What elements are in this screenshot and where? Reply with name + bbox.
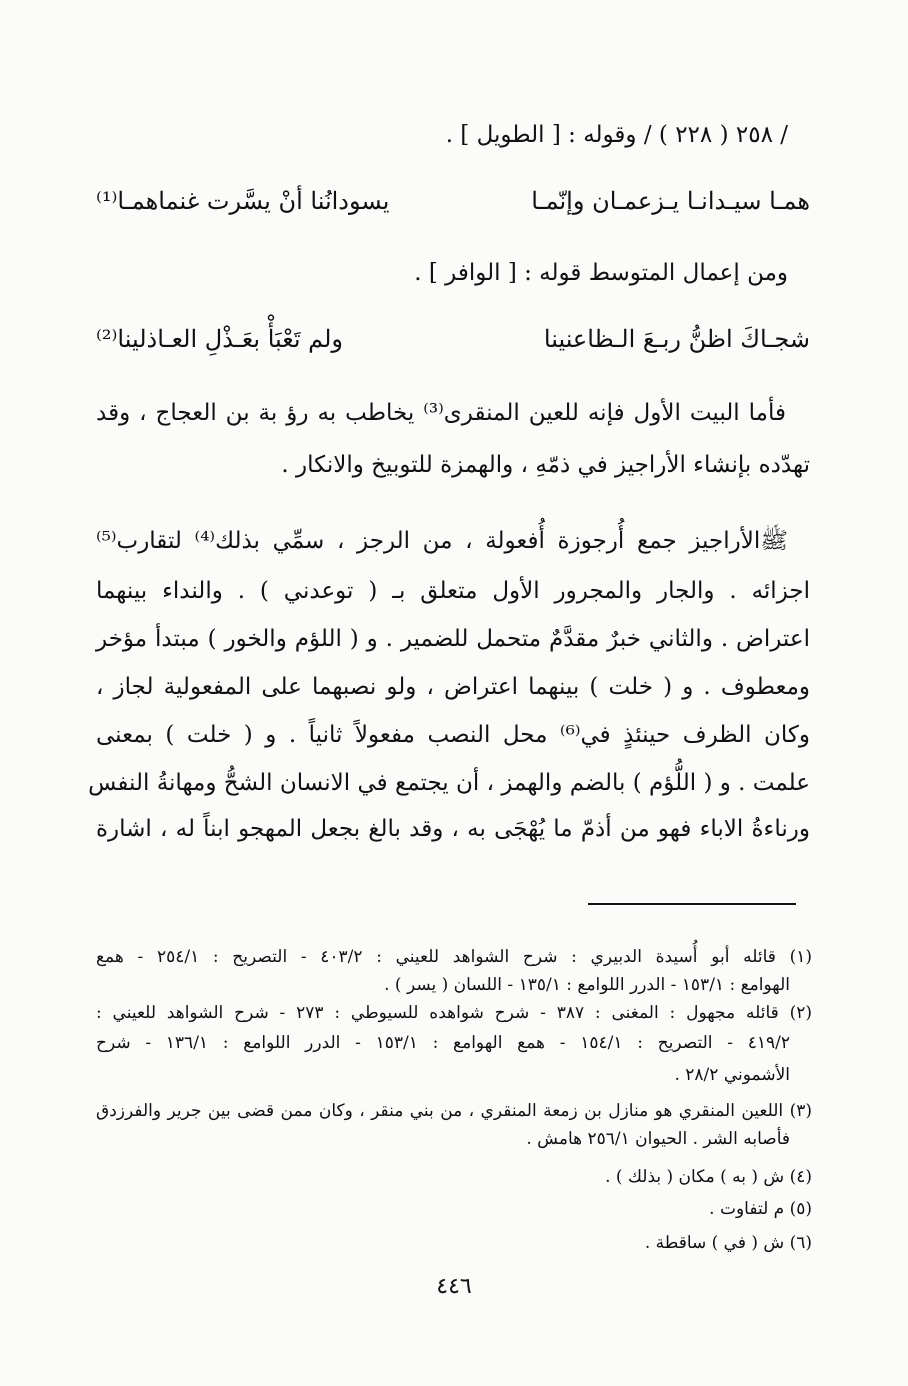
verse2-second-hemistich: ولم تَعْبَأْ بعَـذْلِ العـاذلينا⁽²⁾ — [96, 325, 344, 353]
verse1-first-hemistich: همـا سيـدانـا يـزعمـان وإنّمـا — [531, 187, 810, 215]
heading-mutawassit: ومن إعمال المتوسط قوله : [ الوافر ] . — [414, 260, 788, 286]
footnote-2-line2: ٤١٩/٢ - التصريح : ١٥٤/١ - همع الهوامع : ١٥٣/١ - الدرر اللوامع : ١٣٦/١ - شرح — [96, 1033, 790, 1053]
footnote-2-line3: الأشموني ٢٨/٢ . — [674, 1065, 790, 1085]
para1-line2: تهدّده بإنشاء الأراجيز في ذمّهِ ، والهمزة للتوبيخ والانكار . — [281, 452, 810, 478]
para2-line3: اعتراض . والثاني خبرٌ مقدَّمٌ متحمل للضمير . و ( اللؤم والخور ) مبتدأ مؤخر — [96, 626, 810, 652]
footnote-1-line1: (١) قائله أبو أُسيدة الدبيري : شرح الشواهد للعيني : ٤٠٣/٢ - التصريح : ٢٥٤/١ - همع — [96, 947, 812, 967]
footnote-1-line2: الهوامع : ١٥٣/١ - الدرر اللوامع : ١٣٥/١ - اللسان ( يسر ) . — [384, 975, 790, 995]
footnote-5: (٥) م لتفاوت . — [709, 1199, 812, 1219]
footnote-6: (٦) ش ( في ) ساقطة . — [644, 1233, 812, 1253]
footnote-2-line1: (٢) قائله مجهول : المغنى : ٣٨٧ - شرح شواهده للسيوطي : ٢٧٣ - شرح الشواهد للعيني : — [96, 1003, 812, 1023]
para2-line4: ومعطوف . و ( خلت ) بينهما اعتراض ، ولو نصبهما على المفعولية لجاز ، — [96, 674, 810, 700]
para2-line7: ورناءةُ الاباء فهو من أذمّ ما يُهْجَى به ، وقد بالغ بجعل المهجو ابناً له ، اشارة — [96, 816, 810, 842]
para2-line1: ﷺالأراجيز جمع أُرجوزة أُفعولة ، من الرجز ، سمِّي بذلك⁽⁴⁾ لتقارب⁽⁵⁾ — [96, 528, 788, 554]
para1-line1: فأما البيت الأول فإنه للعين المنقرى⁽³⁾ يخاطب به رؤ بة بن العجاج ، وقد — [96, 400, 786, 426]
heading-verse-258: / ٢٥٨ ( ٢٢٨ ) / وقوله : [ الطويل ] . — [445, 122, 788, 148]
verse2-first-hemistich: شجـاكَ اظنُّ ربـعَ الـظاعنينا — [543, 325, 810, 353]
verse1-second-hemistich: يسودانُنا أنْ يسَّرت غنماهمـا⁽¹⁾ — [96, 187, 390, 215]
para2-line5: وكان الظرف حينئذٍ في⁽⁶⁾ محل النصب مفعولاً ثانياً . و ( خلت ) بمعنى — [96, 722, 810, 748]
footnote-separator — [588, 903, 796, 905]
footnote-3-line1: (٣) اللعين المنقري هو منازل بن زمعة المنقري ، من بني منقر ، وكان ممن قضى بين جرير والفرزدق — [96, 1101, 812, 1121]
para2-line2: اجزائه . والجار والمجرور الأول متعلق بـ ( توعدني ) . والنداء بينهما — [96, 578, 810, 604]
footnote-3-line2: فأصابه الشر . الحيوان ٢٥٦/١ هامش . — [526, 1129, 790, 1149]
para2-line6: علمت . و ( اللُّؤم ) بالضم والهمز ، أن يجتمع في الانسان الشحُّ ومهانةُ النفس — [88, 770, 810, 796]
page-number: ٤٤٦ — [436, 1274, 472, 1299]
footnote-4: (٤) ش ( به ) مكان ( بذلك ) . — [605, 1167, 812, 1187]
